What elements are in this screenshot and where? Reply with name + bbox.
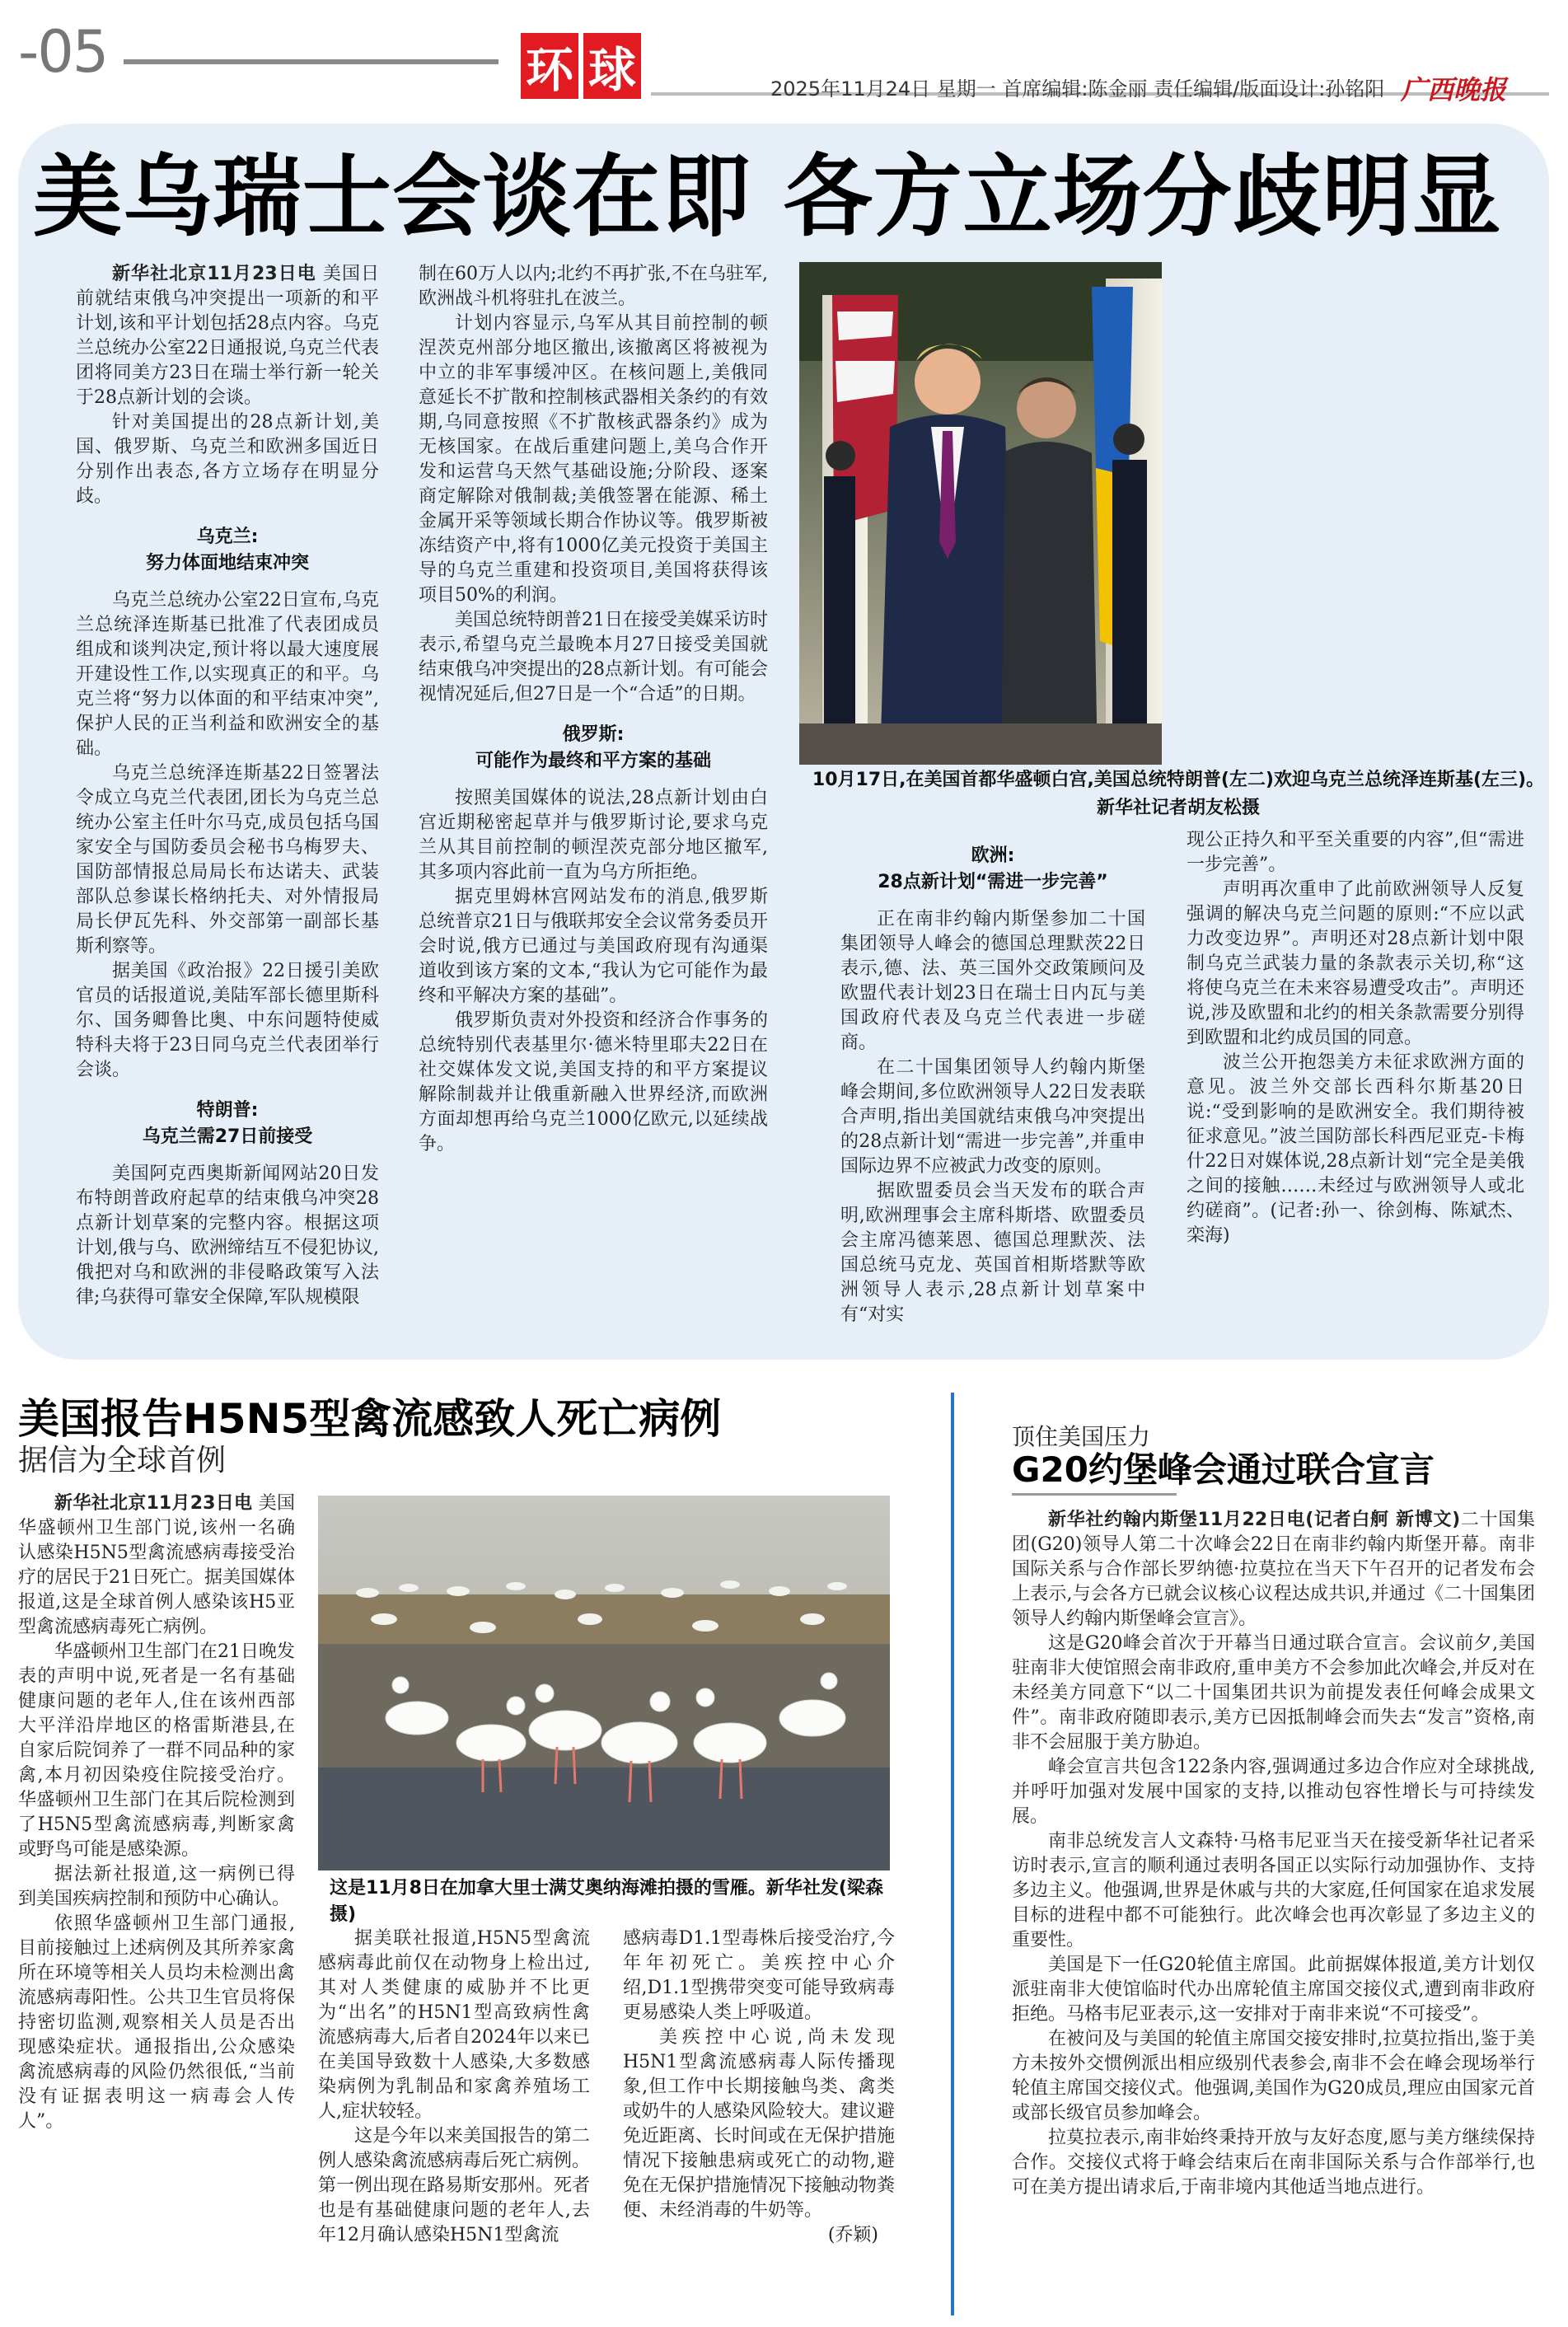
paragraph-text: 南非总统发言人文森特·马格韦尼亚当天在接受新华社记者采访时表示,宣言的顺利通过表明各国正以实际行动加强协作、支持多边主义。他强调,世界是休戚与共的大家庭,任何国家在追求发展目标的进程中都不可能独行。此次峰会也再次彰显了多边主义的重要性。 [1012, 1831, 1535, 1950]
paragraph [18, 1491, 295, 1640]
subheading-line: 俄罗斯: [562, 724, 625, 745]
paragraph [318, 2124, 590, 2248]
column-divider [951, 1393, 954, 2315]
subheading-line: 可能作为最终和平方案的基础 [475, 751, 711, 771]
paragraph-text: 据法新社报道,这一病例已得到美国疾病控制和预防中心确认。 [18, 1864, 295, 1909]
paragraph-text: 感病毒D1.1型毒株后接受治疗,今年年初死亡。美疾控中心介绍,D1.1型携带突变可能导致病毒更易感染人类上呼吸道。 [623, 1928, 895, 2023]
paragraph [1012, 2027, 1535, 2126]
paragraph-text: 制在60万人以内;北约不再扩张,不在乌驻军,欧洲战斗机将驻扎在波兰。 [419, 264, 768, 309]
subheading-line: 乌克兰需27日前接受 [142, 1126, 313, 1147]
paragraph [1012, 1508, 1535, 1632]
paragraph-text: 乌克兰总统泽连斯基22日签署法令成立乌克兰代表团,团长为乌克兰总统办公室主任叶尔马克,成员包括乌国家安全与国防委员会秘书乌梅罗夫、国防部情报总局局长布达诺夫、武装部队总参谋长格纳托夫、对外情报局局长伊瓦先科、外交部第一副部长基斯利察等。 [76, 763, 379, 957]
paragraph [318, 1927, 590, 2124]
paragraph-text: 在二十国集团领导人约翰内斯堡峰会期间,多位欧洲领导人22日发表联合声明,指出美国就结束俄乌冲突提出的28点新计划“需进一步完善”,并重申国际边界不应被武力改变的原则。 [840, 1057, 1145, 1177]
section-char: 环 [521, 33, 578, 99]
paragraph [76, 588, 379, 761]
paragraph [1012, 1829, 1535, 1953]
paragraph [76, 262, 379, 410]
paragraph [419, 885, 768, 1009]
paragraph-text: 计划内容显示,乌军从其目前控制的顿涅茨克州部分地区撤出,该撤离区将被视为中立的非军事缓冲区。在核问题上,美俄同意延长不扩散和控制核武器相关条约的有效期,乌同意按照《不扩散核武器条约》成为无核国家。在战后重建问题上,美乌合作开发和运营乌天然气基础设施;分阶段、逐案商定解除对俄制裁;美俄签署在能源、稀土金属开采等领域长期合作协议等。俄罗斯被冻结资产中,将有1000亿美元投资于美国主导的乌克兰重建和投资项目,美国将获得该项目50%的利润。 [419, 313, 768, 606]
paragraph [1187, 878, 1524, 1051]
paragraph-text: 拉莫拉表示,南非始终秉持开放与友好态度,愿与美方继续保持合作。交接仪式将于峰会结束后在南非国际关系与合作部举行,也可在美方提出请求后,于南非境内其他适当地点进行。 [1012, 2128, 1535, 2198]
paragraph [419, 786, 768, 885]
paragraph-text: 华盛顿州卫生部门在21日晚发表的声明中说,死者是一名有基础健康问题的老年人,住在该州西部大平洋沿岸地区的格雷斯港县,在自家后院饲养了一群不同品种的家禽,本月初因染疫住院接受治疗。华盛顿州卫生部门在其后院检测到了H5N5型禽流感病毒,判断家禽或野鸟可能是感染源。 [18, 1641, 295, 1860]
section-subheading [76, 524, 379, 577]
paragraph [840, 1056, 1145, 1179]
paragraph-text: 美国日前就结束俄乌冲突提出一项新的和平计划,该和平计划包括28点内容。乌克兰总统办公室22日通报说,乌克兰代表团将同美方23日在瑞士举行新一轮关于28点新计划的会谈。 [76, 264, 379, 408]
section-label [521, 33, 646, 99]
bird-photo-caption: 这是11月8日在加拿大里士满艾奥纳海滩拍摄的雪雁。新华社发(梁森摄) [330, 1878, 883, 1925]
paragraph [76, 959, 379, 1083]
newspaper-logo: 广西晚报 [1401, 74, 1507, 105]
paragraph-text: 这是今年以来美国报告的第二例人感染禽流感病毒后死亡病例。第一例出现在路易斯安那州。死者也是有基础健康问题的老年人,去年12月确认感染H5N1型禽流 [318, 2126, 591, 2245]
paragraph [18, 1640, 295, 1862]
paragraph [419, 262, 768, 311]
paragraph-text: 现公正持久和平至关重要的内容”,但“需进一步完善”。 [1187, 830, 1524, 875]
paragraph [1012, 1953, 1535, 2027]
paragraph [76, 1162, 379, 1310]
paragraph [1187, 1051, 1524, 1248]
top-story-column-2 [419, 262, 768, 1157]
subheading-line: 28点新计划“需进一步完善” [878, 872, 1108, 892]
paragraph [1012, 1632, 1535, 1755]
top-story-column-1 [76, 262, 379, 1310]
g20-column [1012, 1508, 1535, 2200]
dateline: 新华社约翰内斯堡11月22日电(记者白舸 新博文) [1048, 1510, 1461, 1530]
dateline: 新华社北京11月23日电 [54, 1493, 253, 1514]
top-story-column-4 [1187, 828, 1524, 1248]
paragraph-text: 在被问及与美国的轮值主席国交接安排时,拉莫拉指出,鉴于美方未按外交惯例派出相应级别代表参会,南非不会在峰会现场举行轮值主席国交接仪式。他强调,美国作为G20成员,理应由国家元首或部长级官员参加峰会。 [1012, 2029, 1535, 2123]
paragraph-text: 二十国集团(G20)领导人第二十次峰会22日在南非约翰内斯堡开幕。南非国际关系与合作部长罗纳德·拉莫拉在当天下午召开的记者发布会上表示,与会各方已就会议核心议程达成共识,并通过《二十国集团领导人约翰内斯堡峰会宣言》。 [1012, 1510, 1535, 1629]
paragraph [623, 2025, 895, 2223]
paragraph [76, 410, 379, 509]
paragraph [419, 608, 768, 707]
subheading-line: 努力体面地结束冲突 [145, 553, 309, 574]
h5n5-column-2 [318, 1927, 590, 2248]
paragraph-text: 据美联社报道,H5N5型禽流感病毒此前仅在动物身上检出过,其对人类健康的威胁并不比更为“出名”的H5N1型高致病性禽流感病毒大,后者自2024年以来已在美国导致数十人感染,大多数感染病例为乳制品和家禽养殖场工人,症状较轻。 [318, 1928, 590, 2122]
section-subheading [76, 1098, 379, 1150]
masthead-info: 2025年11月24日 星期一 首席编辑:陈金丽 责任编辑/版面设计:孙铭阳 [770, 77, 1385, 101]
paragraph-text: 波兰公开抱怨美方未征求欧洲方面的意见。波兰外交部长西科尔斯基20日说:“受到影响的是欧洲安全。我们期待被征求意见。”波兰国防部长科西尼亚克-卡梅什22日对媒体说,28点新计划“完全是美俄之间的接触……未经过与欧洲领导人或北约磋商”。(记者:孙一、徐剑梅、陈斌杰、栾海) [1187, 1052, 1524, 1246]
paragraph [840, 907, 1145, 1056]
byline: (乔颖) [827, 2225, 878, 2245]
subheading-line: 欧洲: [971, 845, 1015, 866]
paragraph [18, 1912, 295, 2134]
paragraph-text: 声明再次重申了此前欧洲领导人反复强调的解决乌克兰问题的原则:“不应以武力改变边界”。声明还对28点新计划中限制乌克兰武装力量的条款表示关切,称“这将使乌克兰在未来容易遭受攻击”。声明还说,涉及欧盟和北约的相关条款需要分别得到欧盟和北约成员国的同意。 [1187, 879, 1524, 1048]
header-rule-left [124, 59, 498, 64]
subheading-line: 特朗普: [196, 1100, 259, 1121]
paragraph-text: 针对美国提出的28点新计划,美国、俄罗斯、乌克兰和欧洲多国近日分别作出表态,各方立场存在明显分歧。 [76, 412, 379, 507]
paragraph-text: 按照美国媒体的说法,28点新计划由白宫近期秘密起草并与俄罗斯讨论,要求乌克兰从其目前控制的顿涅茨克部分地区撤军,其多项内容此前一直为乌方所拒绝。 [419, 788, 768, 883]
top-photo-caption: 10月17日,在美国首都华盛顿白宫,美国总统特朗普(左二)欢迎乌克兰总统泽连斯基(左三)。新华社记者胡友松摄 [812, 770, 1545, 818]
paragraph [419, 311, 768, 608]
paragraph-text: 依照华盛顿州卫生部门通报,目前接触过上述病例及其所养家禽所在环境等相关人员均未检测出禽流感病毒阳性。公共卫生官员将保持密切监测,观察相关人员是否出现感染症状。通报指出,公众感染禽流感病毒的风险仍然很低,“当前没有证据表明这一病毒会人传人”。 [18, 1913, 295, 2132]
paragraph-text: 美国总统特朗普21日在接受美媒采访时表示,希望乌克兰最晚本月27日接受美国就结束俄乌冲突提出的28点新计划。有可能会视情况延后,但27日是一个“合适”的日期。 [419, 610, 768, 705]
paragraph-text: 乌克兰总统办公室22日宣布,乌克兰总统泽连斯基已批准了代表团成员组成和谈判决定,预计将以最大速度展开建设性工作,以实现真正的和平。乌克兰将“努力以体面的和平结束冲突”,保护人民的正当利益和欧洲安全的基础。 [76, 590, 379, 759]
paragraph [1012, 2126, 1535, 2200]
paragraph [419, 1009, 768, 1157]
paragraph-text: 美国华盛顿州卫生部门说,该州一名确认感染H5N5型禽流感病毒接受治疗的居民于21日死亡。据美国媒体报道,这是全球首例人感染该H5亚型禽流感病毒死亡病例。 [18, 1493, 295, 1637]
paragraph [840, 1179, 1145, 1327]
top-story-column-3 [840, 828, 1145, 1327]
g20-kicker: 顶住美国压力 [1012, 1423, 1151, 1450]
section-subheading [840, 843, 1145, 896]
paragraph-text: 俄罗斯负责对外投资和经济合作事务的总统特别代表基里尔·德米特里耶夫22日在社交媒体发文说,美国支持的和平方案提议解除制裁并让俄重新融入世界经济,而欧洲方面却想再给乌克兰1000亿欧元,以延续战争。 [419, 1010, 768, 1154]
white-house-photo [799, 262, 1162, 765]
paragraph [623, 1927, 895, 2025]
section-subheading [419, 722, 768, 775]
page-number: -05 [18, 18, 108, 86]
top-story-headline: 美乌瑞士会谈在即 各方立场分歧明显 [33, 146, 1502, 249]
g20-headline-rule [1012, 1493, 1177, 1496]
paragraph-text: 据克里姆林宫网站发布的消息,俄罗斯总统普京21日与俄联邦安全会议常务委员开会时说,俄方已通过与美国政府现有沟通渠道收到该方案的文本,“我认为它可能作为最终和平解决方案的基础”。 [419, 887, 768, 1006]
h5n5-column-3 [623, 1927, 895, 2248]
dateline: 新华社北京11月23日电 [112, 264, 316, 284]
paragraph-text: 美国是下一任G20轮值主席国。此前据媒体报道,美方计划仅派驻南非大使馆临时代办出席轮值主席国交接仪式,遭到南非政府拒绝。马格韦尼亚表示,这一安排对于南非来说“不可接受”。 [1012, 1955, 1535, 2025]
h5n5-column-1 [18, 1491, 295, 2134]
paragraph-text: 这是G20峰会首次于开幕当日通过联合宣言。会议前夕,美国驻南非大使馆照会南非政府,重申美方不会参加此次峰会,并反对在未经美方同意下“以二十国集团共识为前提发表任何峰会成果文件”。南非政府随即表示,美方已因抵制峰会而失去“发言”资格,南非不会屈服于美方胁迫。 [1012, 1633, 1535, 1753]
h5n5-headline: 美国报告H5N5型禽流感致人死亡病例 [18, 1395, 722, 1443]
g20-headline: G20约堡峰会通过联合宣言 [1012, 1449, 1435, 1490]
snow-geese-photo [318, 1496, 890, 1870]
paragraph-text: 峰会宣言共包含122条内容,强调通过多边合作应对全球挑战,并呼吁加强对发展中国家的支持,以推动包容性增长与可持续发展。 [1012, 1757, 1535, 1827]
paragraph [76, 761, 379, 959]
subheading-line: 乌克兰: [196, 527, 259, 547]
paragraph-text: 据欧盟委员会当天发布的联合声明,欧洲理事会主席科斯塔、欧盟委员会主席冯德莱恩、德国总理默茨、法国总统马克龙、英国首相斯塔默等欧洲领导人表示,28点新计划草案中有“对实 [840, 1181, 1145, 1325]
h5n5-subheadline: 据信为全球首例 [18, 1444, 227, 1477]
section-char: 球 [583, 33, 641, 99]
paragraph [1187, 828, 1524, 878]
paragraph [18, 1862, 295, 1912]
paragraph-text: 正在南非约翰内斯堡参加二十国集团领导人峰会的德国总理默茨22日表示,德、法、英三国外交政策顾问及欧盟代表计划23日在瑞士日内瓦与美国政府代表及乌克兰代表进一步磋商。 [840, 909, 1145, 1053]
paragraph-text: 美疾控中心说,尚未发现H5N1型禽流感病毒人际传播现象,但工作中长期接触鸟类、禽类或奶牛的人感染风险较大。建议避免近距离、长时间或在无保护措施情况下接触患病或死亡的动物,避免在无保护措施情况下接触动物粪便、未经消毒的牛奶等。 [623, 2027, 896, 2221]
paragraph [1012, 1755, 1535, 1829]
paragraph-text: 据美国《政治报》22日援引美欧官员的话报道说,美陆军部长德里斯科尔、国务卿鲁比奥、中东问题特使威特科夫将于23日同乌克兰代表团举行会谈。 [76, 961, 379, 1080]
paragraph-text: 美国阿克西奥斯新闻网站20日发布特朗普政府起草的结束俄乌冲突28点新计划草案的完整内容。根据这项计划,俄与乌、欧洲缔结互不侵犯协议,俄把对乌和欧洲的非侵略政策写入法律;乌获得可靠安全保障,军队规模限 [76, 1164, 379, 1308]
